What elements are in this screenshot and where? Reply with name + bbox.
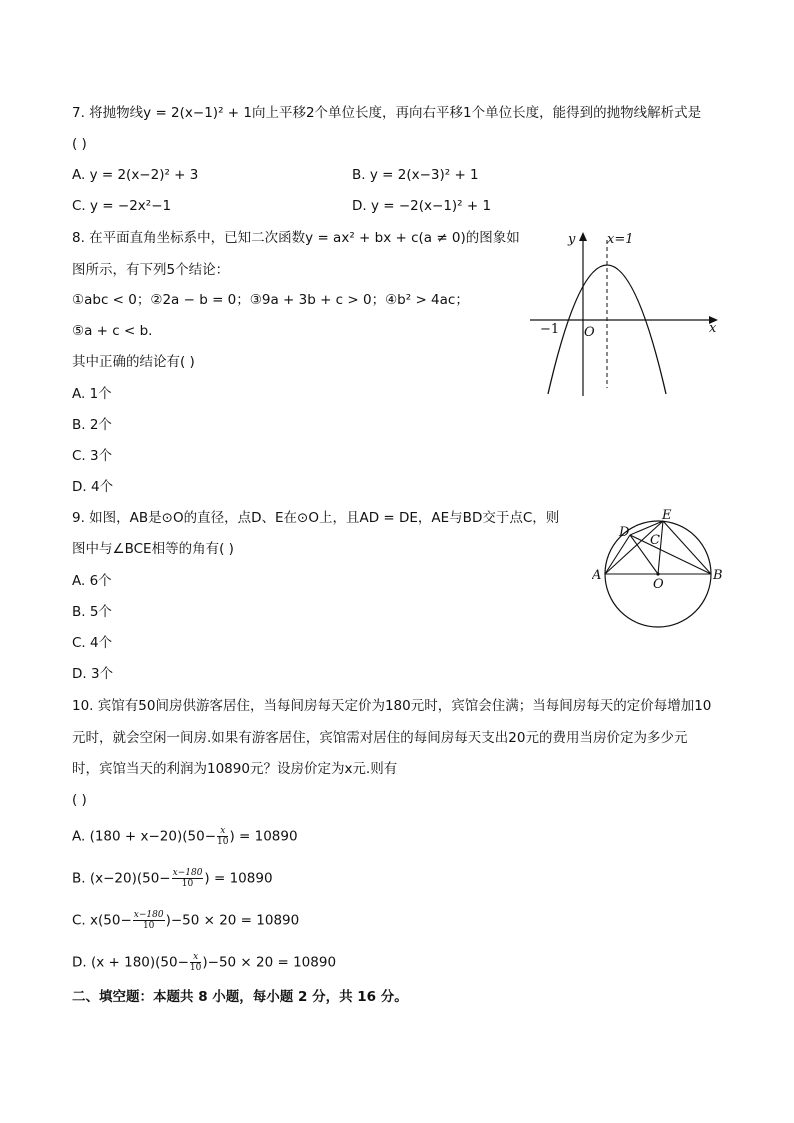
label-d: D xyxy=(619,525,630,540)
q8-option-b: B. 2个 xyxy=(72,417,112,433)
q10-option-d-post: )−50 × 20 = 10890 xyxy=(202,954,337,971)
label-c: C xyxy=(650,533,660,548)
q8-parabola-graph xyxy=(528,226,728,401)
q10-option-a-post: ) = 10890 xyxy=(229,828,298,845)
q8-stem-line2: 图所示，有下列5个结论： xyxy=(72,262,230,278)
q10-option-d xyxy=(72,952,336,973)
q8-option-d: D. 4个 xyxy=(72,479,114,495)
q8-conclusions-line2: ⑤a + c < b. xyxy=(72,323,153,339)
q9-option-b: B. 5个 xyxy=(72,604,112,620)
q10-option-d-fraction xyxy=(190,952,201,973)
q7-option-d: D. y = −2(x−1)² + 1 xyxy=(352,198,492,214)
q9-stem-line1: 9. 如图，AB是⊙O的直径，点D、E在⊙O上，且AD = DE，AE与BD交于点C，则 xyxy=(72,510,560,526)
fraction-numerator: x−180 xyxy=(133,910,164,920)
origin-label: O xyxy=(584,325,595,340)
q10-option-c-post: )−50 × 20 = 10890 xyxy=(165,912,300,929)
q10-stem-line2: 元时，就会空闲一间房.如果有游客居住，宾馆需对居住的每间房每天支出20元的费用当房价定为多少元 xyxy=(72,730,688,746)
q10-option-a-fraction xyxy=(217,826,228,847)
q10-stem-line1: 10. 宾馆有50间房供游客居住，当每间房每天定价为180元时，宾馆会住满；当每间房每天的定价每增加10 xyxy=(72,698,712,714)
q10-option-b-pre: B. (x−20)(50− xyxy=(72,870,171,887)
label-o: O xyxy=(653,577,664,592)
q10-option-a xyxy=(72,826,298,847)
q10-option-b-fraction xyxy=(172,868,204,889)
q8-option-a: A. 1个 xyxy=(72,386,112,402)
q9-circle-figure xyxy=(592,508,732,628)
q10-option-c xyxy=(72,910,299,931)
q10-option-b-post: ) = 10890 xyxy=(204,870,273,887)
q7-paren: ( ) xyxy=(72,136,87,152)
q10-stem-line3: 时，宾馆当天的利润为10890元？设房价定为x元.则有 xyxy=(72,761,398,777)
label-b: B xyxy=(713,568,723,583)
q10-option-c-fraction xyxy=(133,910,165,931)
label-a: A xyxy=(592,568,602,583)
q8-stem-line1: 8. 在平面直角坐标系中，已知二次函数y = ax² + bx + c(a ≠ 0)的图象如 xyxy=(72,230,520,246)
fraction-denominator: 10 xyxy=(181,879,194,889)
q10-option-c-pre: C. x(50− xyxy=(72,912,132,929)
q7-option-b: B. y = 2(x−3)² + 1 xyxy=(352,167,479,183)
q7-option-c: C. y = −2x²−1 xyxy=(72,198,172,214)
q10-paren: ( ) xyxy=(72,792,87,808)
label-e: E xyxy=(662,508,672,523)
q9-stem-line2: 图中与∠BCE相等的角有( ) xyxy=(72,541,234,557)
q9-option-c: C. 4个 xyxy=(72,635,113,651)
q7-stem: 7. 将抛物线y = 2(x−1)² + 1向上平移2个单位长度，再向右平移1个单位长度，能得到的抛物线解析式是 xyxy=(72,105,702,121)
fraction-numerator: x xyxy=(190,952,201,963)
q10-option-a-pre: A. (180 + x−20)(50− xyxy=(72,828,217,845)
fraction-denominator: 10 xyxy=(142,921,155,931)
center-point xyxy=(656,572,659,575)
q9-option-d: D. 3个 xyxy=(72,666,114,682)
y-axis-arrow xyxy=(579,232,587,241)
q9-option-a: A. 6个 xyxy=(72,573,112,589)
section-heading-fill-in: 二、填空题：本题共 8 小题，每小题 2 分，共 16 分。 xyxy=(72,989,408,1005)
q8-question: 其中正确的结论有( ) xyxy=(72,354,195,370)
fraction-denominator: 10 xyxy=(217,837,229,847)
symmetry-line-label: x=1 xyxy=(607,232,634,247)
q7-option-a: A. y = 2(x−2)² + 3 xyxy=(72,167,199,183)
fraction-numerator: x xyxy=(217,826,228,837)
fraction-numerator: x−180 xyxy=(172,868,203,878)
fraction-denominator: 10 xyxy=(189,963,202,973)
q8-conclusions-line1: ①abc < 0；②2a − b = 0；③9a + 3b + c > 0；④b² > 4ac； xyxy=(72,292,469,308)
y-axis-label: y xyxy=(568,232,576,247)
q10-option-d-pre: D. (x + 180)(50− xyxy=(72,954,189,971)
x-axis-label: x xyxy=(709,321,717,336)
q8-option-c: C. 3个 xyxy=(72,448,113,464)
minus-one-label: −1 xyxy=(540,322,560,337)
q10-option-b xyxy=(72,868,273,889)
